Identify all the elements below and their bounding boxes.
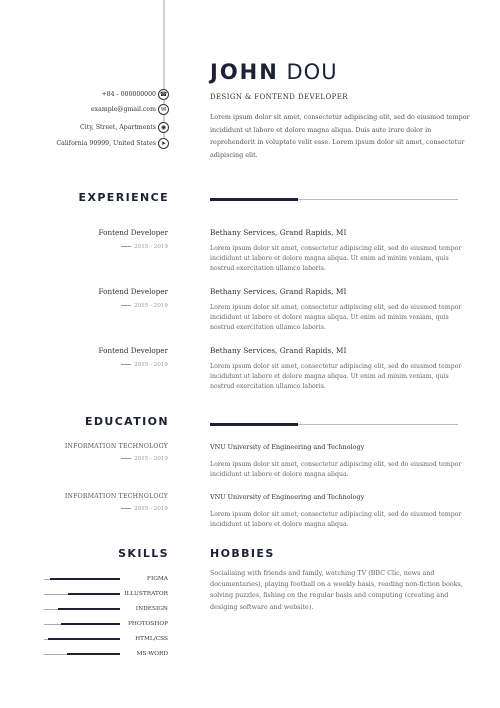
globe-icon: ◉	[158, 122, 169, 133]
skill-bar	[44, 639, 120, 640]
skill-bar-fill	[61, 623, 120, 625]
contact-email: example@gmail.com	[91, 106, 156, 113]
skills-section-title: SKILLS	[118, 547, 169, 560]
skill-name: PHOTOSHOP	[127, 621, 168, 627]
experience-description: Lorem ipsum dolor sit amet, consectetur adipiscing elit, sed do eiusmod tempor incididunt ut labore et dolore magna aliqua. Ut enim ad minim veniam, quis nostrud exercitation ullamco laboris.	[210, 304, 462, 331]
skill-bar-fill	[48, 638, 120, 640]
education-dates: 2015 - 2019	[121, 506, 168, 512]
skill-name: MS-WORD	[136, 651, 168, 657]
skill-bar-fill	[67, 653, 120, 655]
contact-street: City, Street, Apartments	[80, 124, 156, 131]
full-name	[210, 60, 338, 84]
skill-name: ILLUSTRATOR	[124, 591, 168, 597]
experience-divider-accent	[210, 198, 298, 201]
experience-description: Lorem ipsum dolor sit amet, consectetur adipiscing elit, sed do eiusmod tempor incididunt ut labore et dolore magna aliqua. Ut enim ad minim veniam, quis nostrud exercitation ullamco laboris.	[210, 363, 462, 390]
skill-bar	[44, 579, 120, 580]
experience-dates: 2015 - 2019	[121, 244, 168, 250]
contact-phone: +84 - 000000000	[101, 91, 156, 98]
skill-name: INDESIGN	[135, 606, 168, 612]
education-school: VNU University of Engineering and Technology	[210, 443, 365, 451]
skill-bar-fill	[68, 593, 120, 595]
education-dates: 2015 - 2019	[121, 456, 168, 462]
skill-bar-fill	[58, 608, 120, 610]
education-description: Lorem ipsum dolor sit amet, consectetur adipiscing elit, sed do eiusmod tempor incididunt ut labore et dolore magna aliqua.	[210, 511, 462, 528]
experience-position: Fontend Developer	[98, 287, 168, 296]
skill-name: HTML/CSS	[135, 636, 168, 642]
intro-summary: Lorem ipsum dolor sit amet, consectetur adipiscing elit, sed do eiusmod tempor incididunt ut labore et dolore magna aliqua. Duis aute irure dolor in reprehenderit in voluptate velit esse. Lorem ipsum dolor sit amet, consectetur adipiscing elit.	[210, 113, 470, 159]
experience-position: Fontend Developer	[98, 228, 168, 237]
phone-icon: ☎	[158, 89, 169, 100]
skill-bar-fill	[50, 578, 120, 580]
experience-position: Fontend Developer	[98, 346, 168, 355]
experience-dates: 2015 - 2019	[121, 362, 168, 368]
education-field: INFORMATION TECHNOLOGY	[64, 493, 168, 500]
skill-bar	[44, 624, 120, 625]
education-divider-accent	[210, 423, 298, 426]
skill-bar	[44, 654, 120, 655]
hobbies-text: Socialising with friends and family, watching TV (BBC Clic, news and documentaries), playing football on a weekly basis, reading non-fiction books, solving puzzles, fishing on the regular basis and computing (creating and desiging software and website).	[210, 569, 463, 611]
experience-company: Bethany Services, Grand Rapids, MI	[210, 287, 347, 296]
experience-company: Bethany Services, Grand Rapids, MI	[210, 228, 347, 237]
skill-name: FIGMA	[146, 576, 168, 582]
experience-dates: 2015 - 2019	[121, 303, 168, 309]
skill-bar	[44, 609, 120, 610]
job-role: DESIGN & FONTEND DEVELOPER	[210, 93, 348, 101]
contact-city: California 90999, United States	[56, 140, 156, 147]
skill-bar	[44, 594, 120, 595]
location-pin-icon: ➤	[158, 138, 169, 149]
education-section-title: EDUCATION	[84, 415, 169, 428]
first-name: JOHN	[210, 60, 279, 84]
education-description: Lorem ipsum dolor sit amet, consectetur adipiscing elit, sed do eiusmod tempor incididunt ut labore et dolore magna aliqua.	[210, 461, 462, 478]
mail-icon: ✉	[158, 104, 169, 115]
experience-company: Bethany Services, Grand Rapids, MI	[210, 346, 347, 355]
experience-section-title: EXPERIENCE	[78, 191, 169, 204]
experience-description: Lorem ipsum dolor sit amet, consectetur adipiscing elit, sed do eiusmod tempor incididunt ut labore et dolore magna aliqua. Ut enim ad minim veniam, quis nostrud exercitation ullamco laboris.	[210, 245, 462, 272]
education-field: INFORMATION TECHNOLOGY	[64, 443, 168, 450]
last-name: DOU	[286, 60, 338, 84]
hobbies-section-title: HOBBIES	[210, 547, 275, 560]
education-school: VNU University of Engineering and Technology	[210, 493, 365, 501]
